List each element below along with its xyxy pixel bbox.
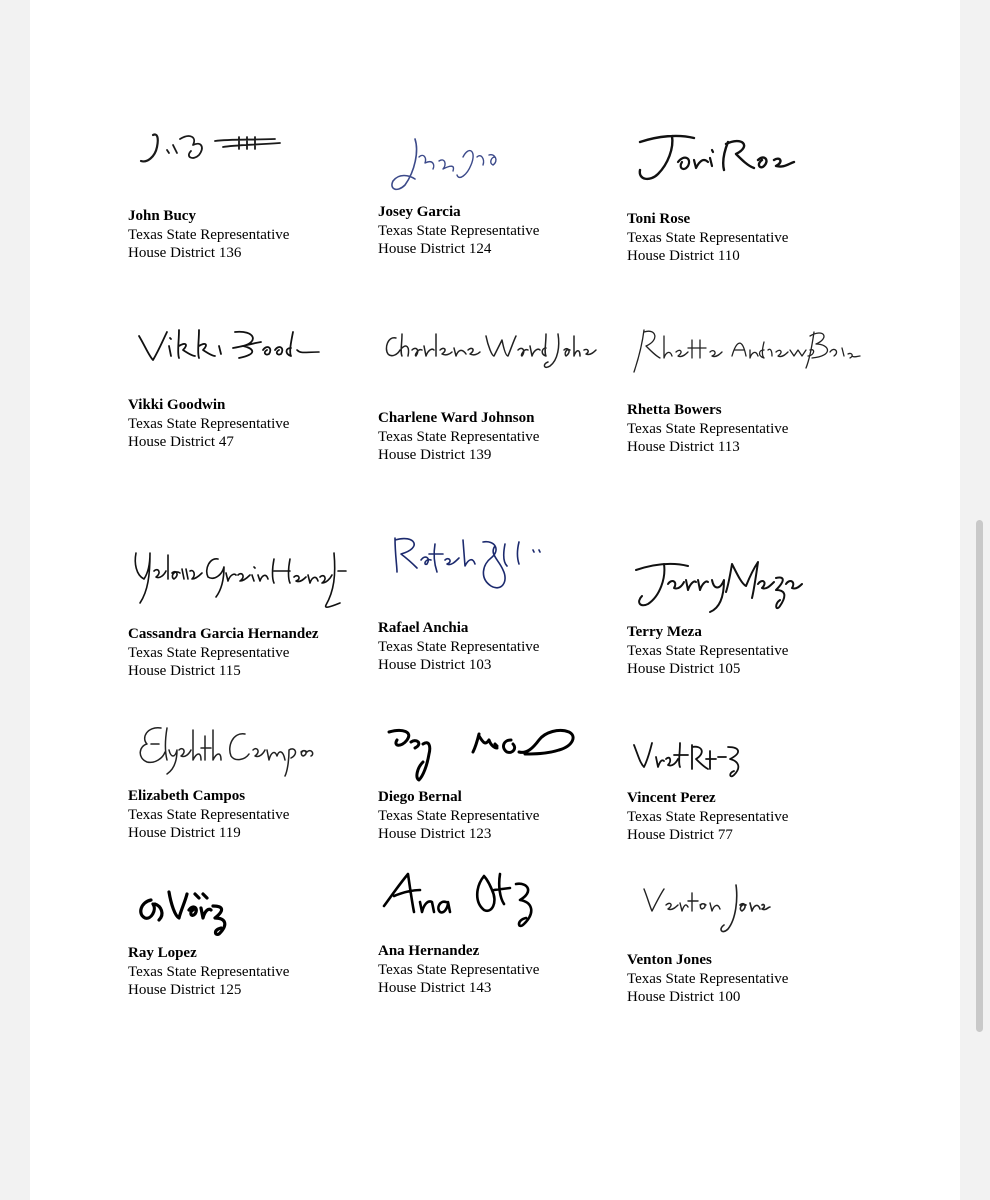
signer-title: Texas State Representative — [128, 806, 290, 823]
signer-name: Toni Rose — [627, 211, 691, 227]
signer-district: House District 110 — [627, 248, 740, 264]
signer-block — [378, 942, 539, 998]
signer-district: House District 143 — [378, 980, 492, 996]
signer-title: Texas State Representative — [627, 970, 789, 987]
signer-block — [627, 401, 788, 457]
signer-block — [128, 625, 319, 681]
signature-image — [383, 528, 553, 598]
signer-district: House District 139 — [378, 447, 492, 463]
signer-name: John Bucy — [128, 208, 196, 224]
signer-block — [128, 207, 289, 263]
signature-image — [640, 877, 770, 942]
signer-title: Texas State Representative — [128, 226, 290, 243]
signer-block — [378, 619, 539, 675]
signer-district: House District 47 — [128, 434, 234, 450]
scrollbar-thumb[interactable] — [976, 520, 983, 1032]
signature-image — [385, 135, 515, 195]
signer-title: Texas State Representative — [378, 638, 540, 655]
signer-title: Texas State Representative — [378, 222, 540, 239]
signer-title: Texas State Representative — [128, 415, 290, 432]
signature-image — [380, 862, 570, 937]
signer-block — [378, 409, 539, 465]
signature-image — [382, 328, 597, 373]
signer-title: Texas State Representative — [378, 961, 540, 978]
signer-district: House District 113 — [627, 439, 740, 455]
signer-district: House District 123 — [378, 826, 492, 842]
signer-title: Texas State Representative — [378, 428, 540, 445]
signer-district: House District 124 — [378, 241, 492, 257]
signer-block — [627, 789, 788, 845]
signature-image — [135, 322, 320, 367]
signer-title: Texas State Representative — [128, 963, 290, 980]
signer-title: Texas State Representative — [627, 420, 789, 437]
signer-name: Elizabeth Campos — [128, 788, 246, 804]
signer-block — [128, 944, 289, 1000]
signer-block — [627, 951, 788, 1007]
signer-district: House District 105 — [627, 661, 741, 677]
signer-district: House District 119 — [128, 825, 241, 841]
signature-image — [130, 545, 350, 615]
signer-district: House District 77 — [627, 827, 733, 843]
signature-image — [135, 880, 255, 940]
signature-image — [135, 720, 315, 780]
signer-block — [378, 203, 539, 259]
signature-image — [628, 128, 798, 188]
signer-name: Charlene Ward Johnson — [378, 410, 535, 426]
signer-block — [627, 623, 788, 679]
signature-image — [630, 322, 860, 377]
signer-district: House District 103 — [378, 657, 492, 673]
signer-name: Josey Garcia — [378, 204, 461, 220]
signature-image — [630, 733, 750, 788]
signer-name: Vincent Perez — [627, 790, 716, 806]
signer-name: Venton Jones — [627, 952, 712, 968]
signer-block — [378, 788, 539, 844]
signer-name: Rafael Anchia — [378, 620, 469, 636]
signer-name: Ray Lopez — [128, 945, 197, 961]
signer-block — [128, 787, 289, 843]
signer-name: Rhetta Bowers — [627, 402, 722, 418]
signer-name: Vikki Goodwin — [128, 397, 226, 413]
signer-district: House District 115 — [128, 663, 241, 679]
signer-name: Ana Hernandez — [378, 943, 480, 959]
signer-block — [128, 396, 289, 452]
signer-block — [627, 210, 788, 266]
signer-name: Terry Meza — [627, 624, 702, 640]
signature-image — [135, 125, 295, 175]
signer-district: House District 125 — [128, 982, 242, 998]
signature-image — [383, 718, 583, 788]
signer-title: Texas State Representative — [378, 807, 540, 824]
signature-image — [628, 550, 803, 620]
signer-title: Texas State Representative — [627, 642, 789, 659]
signer-title: Texas State Representative — [627, 229, 789, 246]
signer-name: Cassandra Garcia Hernandez — [128, 626, 319, 642]
signer-district: House District 136 — [128, 245, 242, 261]
signer-name: Diego Bernal — [378, 789, 462, 805]
signer-title: Texas State Representative — [627, 808, 789, 825]
signer-district: House District 100 — [627, 989, 741, 1005]
signer-title: Texas State Representative — [128, 644, 290, 661]
